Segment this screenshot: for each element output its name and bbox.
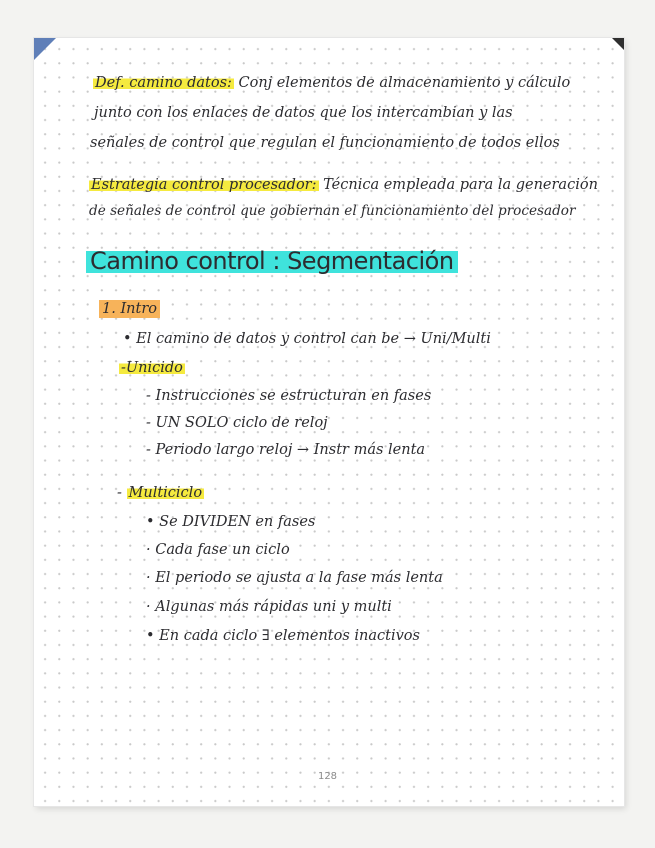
unicido-item-1: - Instrucciones se estructuran en fases <box>146 388 432 404</box>
unicido-item-3: - Periodo largo reloj → Instr más lenta <box>146 442 426 458</box>
def-camino-datos-line3: señales de control que regulan el funcionamiento de todos ellos <box>90 135 560 151</box>
def-estrategia-line2: de señales de control que gobiernan el funcionamiento del procesador <box>89 203 576 219</box>
page-number: 128 <box>317 771 338 782</box>
multiciclo-item-2: · Cada fase un ciclo <box>146 542 290 558</box>
def-estrategia-line1 <box>89 178 598 193</box>
def-camino-datos-line1 <box>93 76 570 91</box>
notebook-page <box>34 38 624 806</box>
intro-label <box>99 302 160 317</box>
page-tab-marker-icon <box>34 38 56 60</box>
unicido-label-text: -Unicido <box>121 360 183 376</box>
multiciclo-item-4: · Algunas más rápidas uni y multi <box>146 599 392 615</box>
multiciclo-dash: - <box>117 485 122 501</box>
multiciclo-label <box>117 486 204 501</box>
def-estrategia-term: Estrategia control procesador: <box>91 177 317 193</box>
unicido-label <box>119 361 185 376</box>
intro-bullet: • El camino de datos y control can be → Uni/Multi <box>123 331 491 347</box>
def-camino-datos-text1: Conj elementos de almacenamiento y cálculo <box>238 75 571 91</box>
page-corner-icon <box>612 38 624 50</box>
multiciclo-item-1: • Se DIVIDEN en fases <box>146 514 316 530</box>
intro-label-text: 1. Intro <box>99 300 160 318</box>
multiciclo-item-5: • En cada ciclo ∃ elementos inactivos <box>146 628 420 644</box>
section-heading-text: Camino control : Segmentación <box>86 247 458 275</box>
def-camino-datos-term: Def. camino datos: <box>95 75 232 91</box>
def-estrategia-text1: Técnica empleada para la generación <box>323 177 598 193</box>
unicido-item-2: - UN SOLO ciclo de reloj <box>146 415 328 431</box>
multiciclo-item-3: · El periodo se ajusta a la fase más lenta <box>146 570 443 586</box>
def-camino-datos-line2: junto con los enlaces de datos que los intercambian y las <box>94 105 513 121</box>
multiciclo-label-text: Multiciclo <box>128 485 203 501</box>
section-heading <box>86 249 458 273</box>
